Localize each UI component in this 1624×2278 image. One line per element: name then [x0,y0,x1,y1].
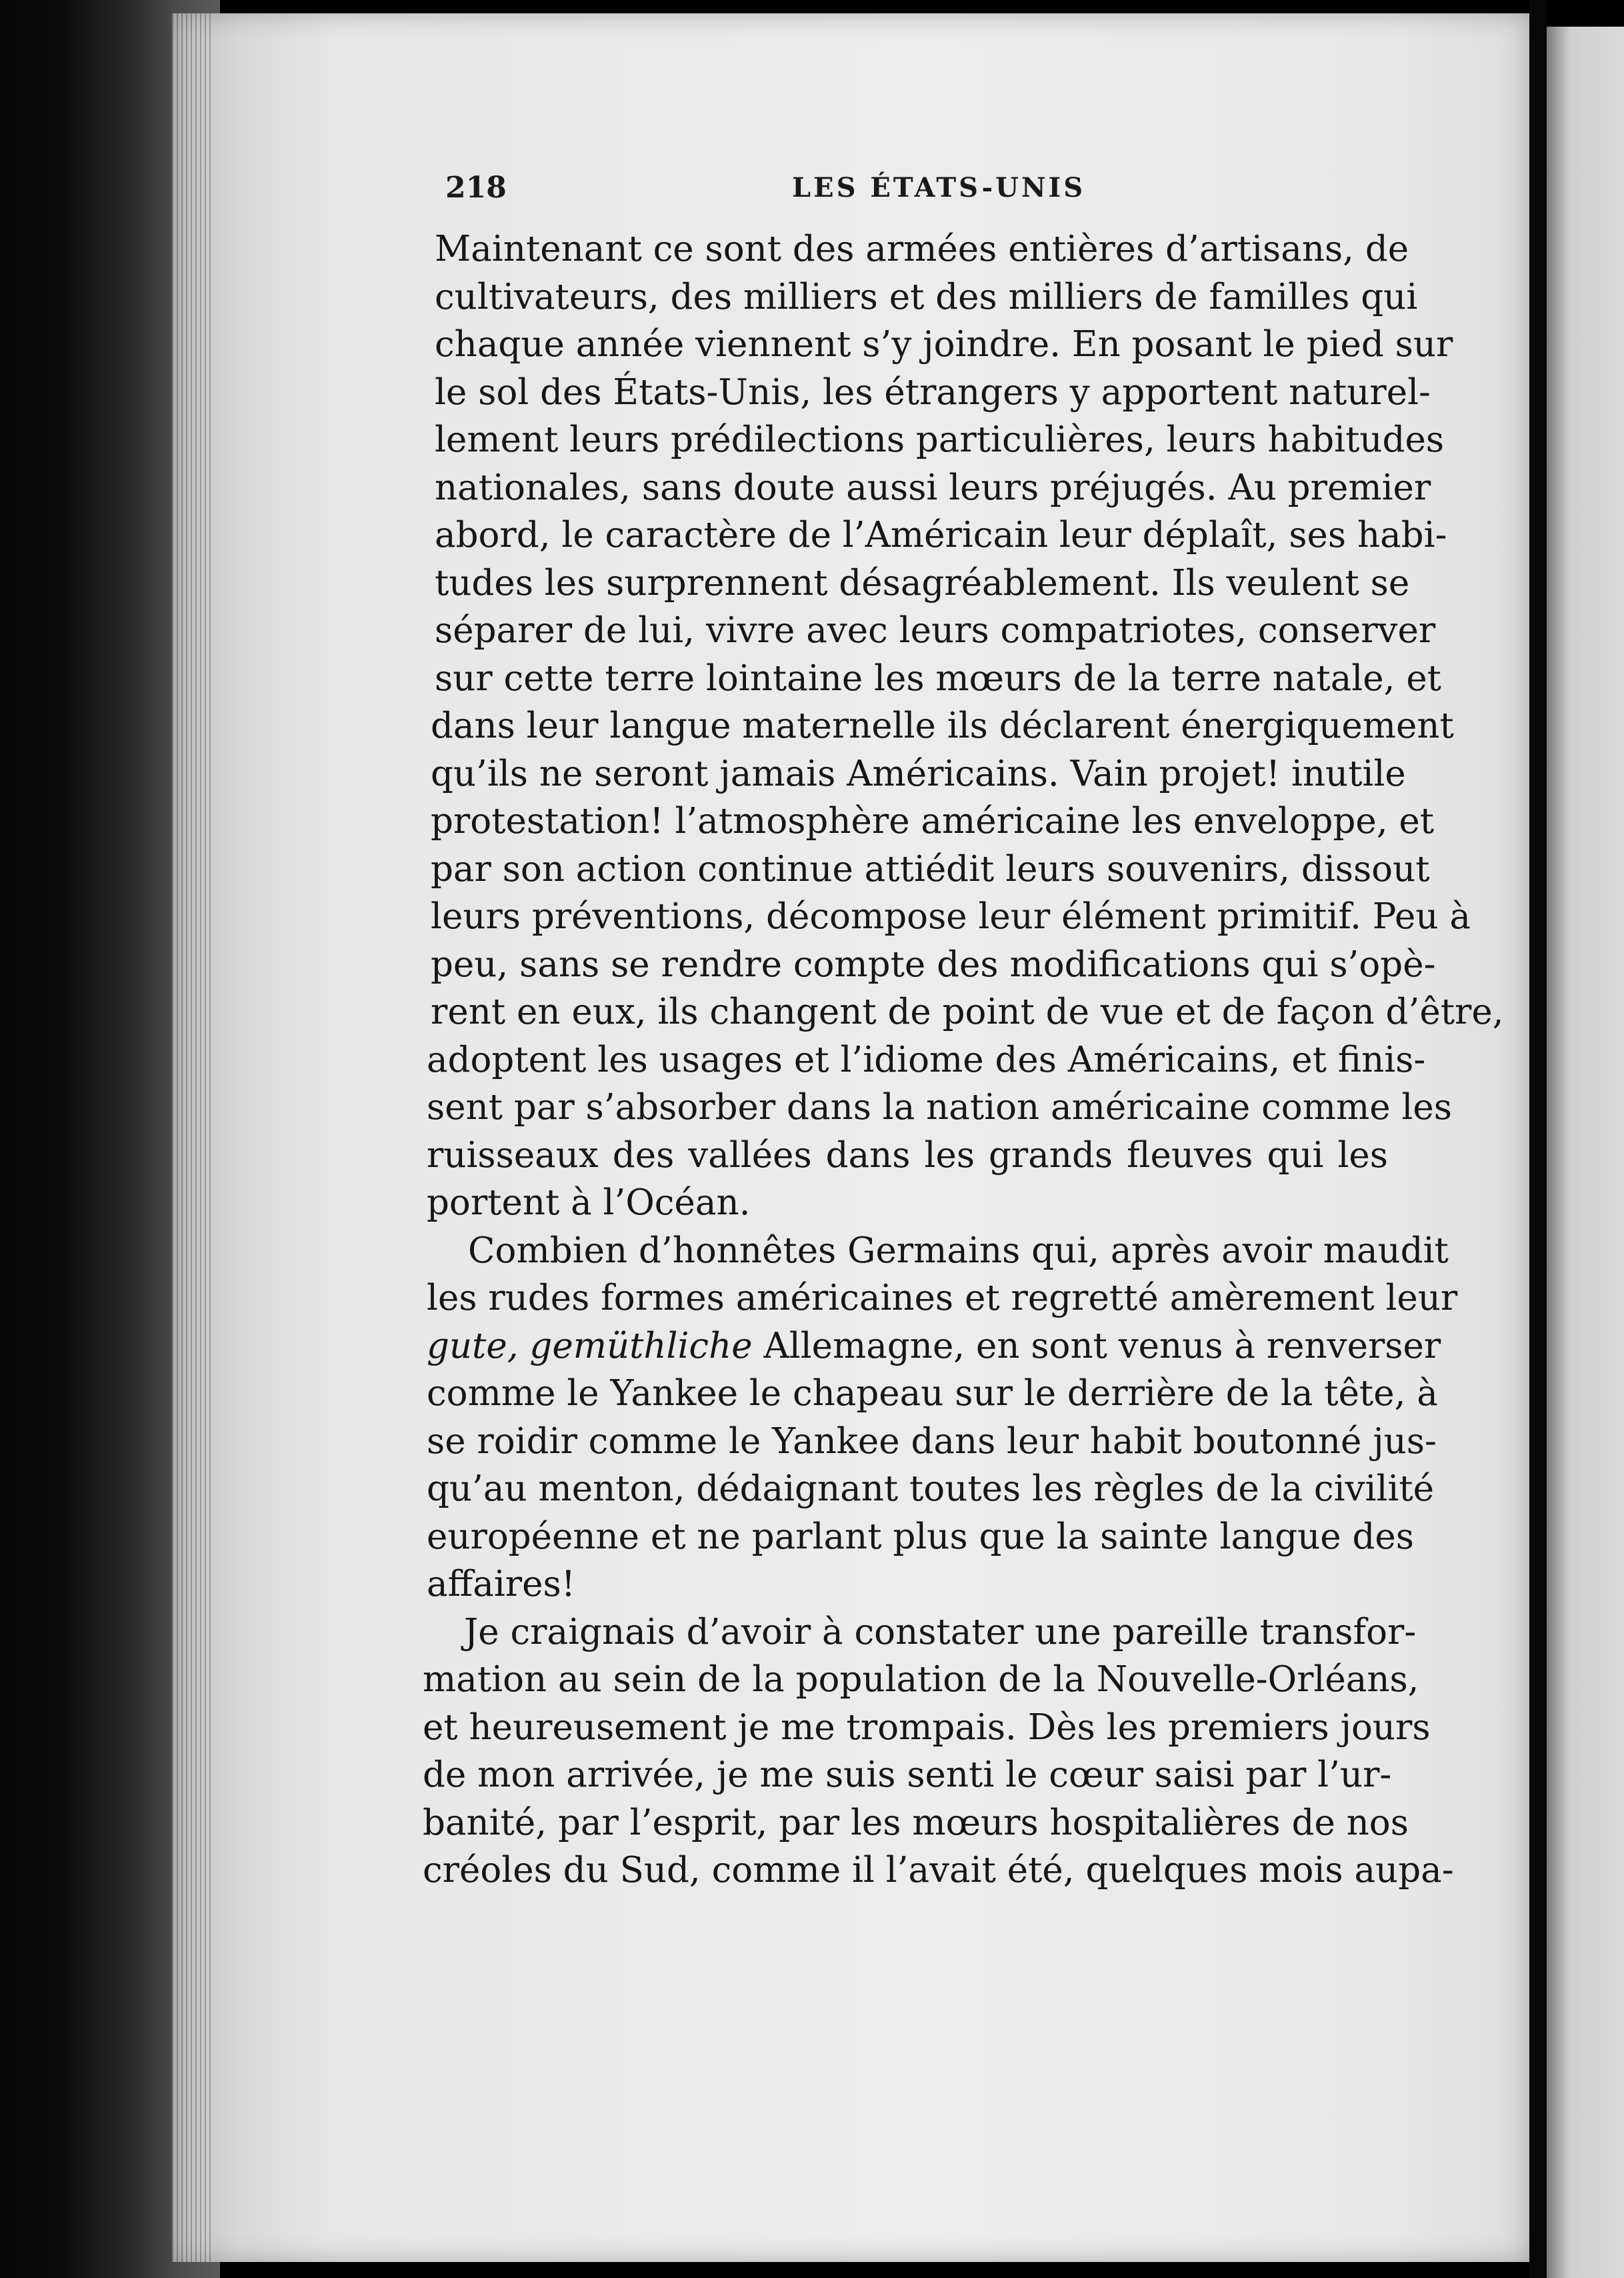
text-line: qu’ils ne seront jamais Américains. Vain projet! inutile [431,753,1406,794]
text-line: les rudes formes américaines et regretté amèrement leur [427,1278,1458,1318]
text-line: Maintenant ce sont des armées entières d’artisans, de [435,229,1409,269]
text-line: par son action continue attiédit leurs souvenirs, dissout [431,848,1430,890]
text-line: sent par s’absorber dans la nation américaine comme les [427,1087,1452,1128]
text-line: rent en eux, ils changent de point de vue et de façon d’être, [431,992,1504,1032]
text-line: sur cette terre lointaine les mœurs de la terre natale, et [435,658,1441,699]
page-edge-stack [172,13,212,2262]
text-line: peu, sans se rendre compte des modifications qui s’opè- [431,944,1436,985]
text-line: Combien d’honnêtes Germains qui, après avoir maudit [468,1230,1449,1271]
text-line: se roidir comme le Yankee dans leur habit boutonné jus- [427,1420,1437,1462]
text-line: et heureusement je me trompais. Dès les premiers jours [423,1706,1431,1748]
page-gutter [1529,0,1547,2278]
text-line: Je craignais d’avoir à constater une pareille transfor- [464,1611,1417,1652]
text-line [427,1322,1441,1370]
text-line: mation au sein de la population de la Nouvelle-Orléans, [423,1659,1419,1700]
body-text [423,225,1504,1895]
text-line: de mon arrivée, je me suis senti le cœur saisi par l’ur- [423,1755,1392,1795]
italic-phrase: gute, gemüthliche [427,1325,753,1366]
text-span: Allemagne, en sont venus à renverser [763,1325,1441,1366]
text-line: chaque année viennent s’y joindre. En posant le pied sur [435,324,1453,365]
page-number: 218 [445,171,507,205]
paragraph [427,1227,1458,1608]
text-line: le sol des États-Unis, les étrangers y apportent naturel- [435,371,1431,413]
text-line: créoles du Sud, comme il l’avait été, quelques mois aupa- [423,1850,1454,1891]
text-line: lement leurs prédilections particulières, leurs habitudes [435,419,1445,460]
text-line: qu’au menton, dédaignant toutes les règles de la civilité [427,1468,1435,1509]
text-line: séparer de lui, vivre avec leurs compatriotes, conserver [435,610,1436,651]
running-title: LES ÉTATS-UNIS [792,172,1086,203]
text-line: européenne et ne parlant plus que la sainte langue des [427,1516,1414,1557]
paragraph [423,1608,1454,1895]
text-line: cultivateurs, des milliers et des milliers de familles qui [435,276,1418,317]
text-line: affaires! [427,1564,575,1604]
text-line: protestation! l’atmosphère américaine les enveloppe, et [431,801,1435,842]
text-line: leurs préventions, décompose leur élément primitif. Peu à [431,896,1471,937]
text-line: nationales, sans doute aussi leurs préjugés. Au premier [435,467,1431,508]
text-line: abord, le caractère de l’Américain leur déplaît, ses habi- [435,515,1447,555]
text-line: tudes les surprennent désagréablement. Ils veulent se [435,562,1410,604]
text-line: portent à l’Océan. [427,1182,751,1223]
running-head [445,171,1368,211]
text-line: banité, par l’esprit, par les mœurs hospitalières de nos [423,1802,1409,1843]
text-line: comme le Yankee le chapeau sur le derrière de la tête, à [427,1373,1438,1414]
facing-page-edge [1547,27,1624,2278]
text-line: ruisseaux des vallées dans les grands fleuves qui les [427,1134,1388,1176]
text-line: adoptent les usages et l’idiome des Américains, et finis- [427,1039,1426,1080]
text-line: dans leur langue maternelle ils déclarent énergiquement [431,706,1454,746]
paragraph [427,225,1504,1227]
